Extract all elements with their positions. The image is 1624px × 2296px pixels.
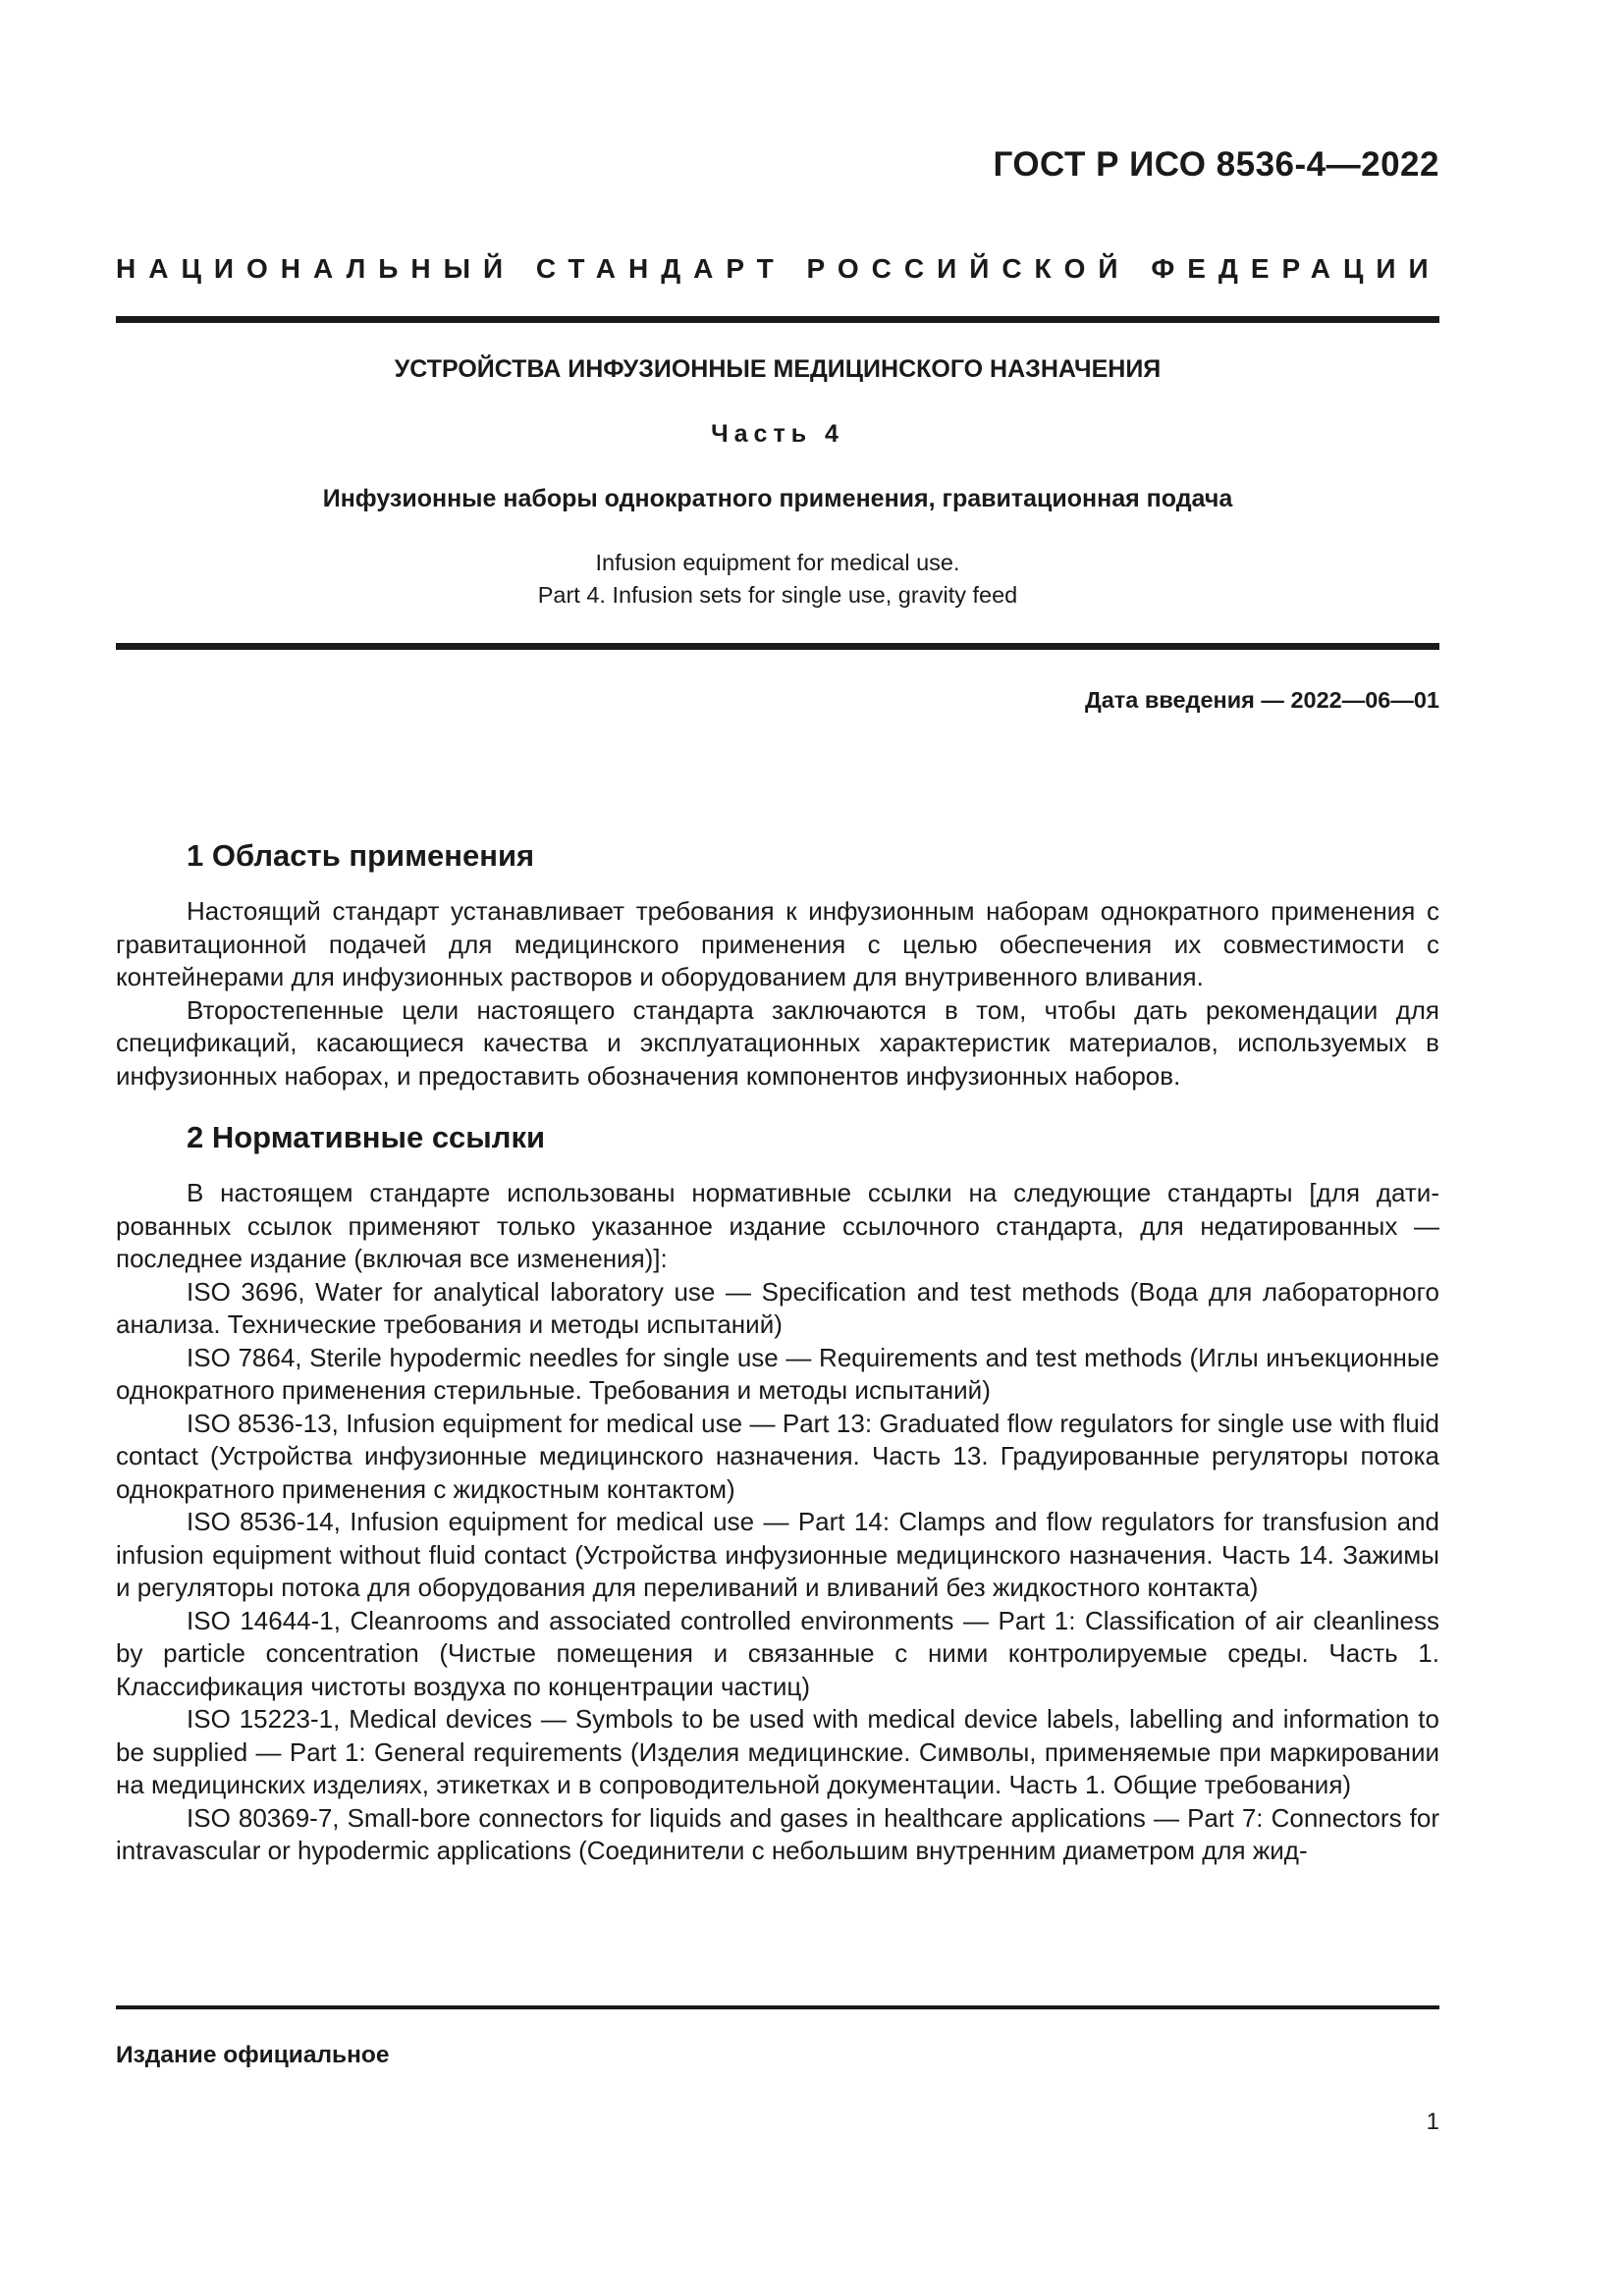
- reference-item: ISO 3696, Water for analytical laboratory use — Specification and test methods (Вода для лабораторного анализа. Технические требования и методы испытаний): [116, 1276, 1439, 1339]
- footer-rule: [116, 2005, 1439, 2009]
- document-title: УСТРОЙСТВА ИНФУЗИОННЫЕ МЕДИЦИНСКОГО НАЗНАЧЕНИЯ: [394, 355, 1162, 383]
- official-edition-label: Издание официальное: [116, 2042, 390, 2068]
- english-title-line-1: Infusion equipment for medical use.: [595, 550, 960, 575]
- national-standard-banner: НАЦИОНАЛЬНЫЙ СТАНДАРТ РОССИЙСКОЙ ФЕДЕРАЦИИ: [116, 253, 1441, 284]
- reference-item: ISO 15223-1, Medical devices — Symbols to be used with medical device labels, labelling and information to be supplied — Part 1: General requirements (Изделия медицинские. Символы, применяемые при маркировании на медицинских изделиях, этикетках и в сопроводительной документации. Часть 1. Общие требования): [116, 1704, 1439, 1799]
- reference-item: ISO 14644-1, Cleanrooms and associated controlled environments — Part 1: Classification of air cleanliness by particle concentration (Чистые помещения и связанные с ними контролируемые среды. Часть 1. Классификация чистоты воздуха по концентрации частиц): [116, 1605, 1439, 1701]
- section-heading: 1 Область применения: [187, 838, 535, 873]
- paragraph: Настоящий стандарт устанавливает требования к инфузионным наборам однократного применения с гравитационной подачей для медицинского применения с целью обеспечения их совместимости с контейнерами для инфузионных растворов и оборудованием для внутривенного вливания.: [116, 896, 1439, 991]
- paragraph: Второстепенные цели настоящего стандарта заключаются в том, чтобы дать рекомендации для спецификаций, касающиеся качества и эксплуатационных характеристик материалов, используемых в инфузионных наборах, и предоставить обозначения компонентов инфузионных наборов.: [116, 994, 1439, 1091]
- paragraph: В настоящем стандарте использованы нормативные ссылки на следующие стандарты [для датированных ссылок применяют только указанное издание ссылочного стандарта, для недатированных — последнее издание (включая все изменения)]:: [116, 1178, 1439, 1273]
- standard-number: ГОСТ Р ИСО 8536-4—2022: [993, 145, 1439, 184]
- title-rule: [116, 643, 1439, 650]
- document-body: [116, 836, 1439, 1868]
- header-rule: [116, 316, 1439, 323]
- introduction-date: Дата введения — 2022—06—01: [1084, 687, 1439, 713]
- reference-item: ISO 7864, Sterile hypodermic needles for single use — Requirements and test methods (Иглы инъекционные однократного применения стерильные. Требования и методы испытаний): [116, 1342, 1439, 1405]
- document-subtitle: Инфузионные наборы однократного применения, гравитационная подача: [322, 485, 1233, 512]
- reference-item: ISO 8536-13, Infusion equipment for medical use — Part 13: Graduated flow regulators for single use with fluid contact (Устройства инфузионные медицинского назначения. Часть 13. Градуированные регуляторы потока однократного применения с жидкостным контактом): [116, 1408, 1439, 1504]
- reference-item: ISO 80369-7, Small-bore connectors for liquids and gases in healthcare applications — Part 7: Connectors for intravascular or hypodermic applications (Соединители с небольшим внутренним диаметром для жид-: [116, 1802, 1439, 1865]
- english-title-line-2: Part 4. Infusion sets for single use, gravity feed: [537, 582, 1018, 608]
- page-number: 1: [1426, 2109, 1439, 2135]
- english-title: [116, 547, 1439, 612]
- section-normative-references: [116, 1118, 1439, 1868]
- section-heading: 2 Нормативные ссылки: [187, 1120, 546, 1154]
- document-part: Часть 4: [711, 420, 844, 448]
- reference-item: ISO 8536-14, Infusion equipment for medical use — Part 14: Clamps and flow regulators for transfusion and infusion equipment without fluid contact (Устройства инфузионные медицинского назначения. Часть 14. Зажимы и регуляторы потока для оборудования для переливаний и вливаний без жидкостного контакта): [116, 1507, 1439, 1602]
- section-scope: [116, 836, 1439, 1093]
